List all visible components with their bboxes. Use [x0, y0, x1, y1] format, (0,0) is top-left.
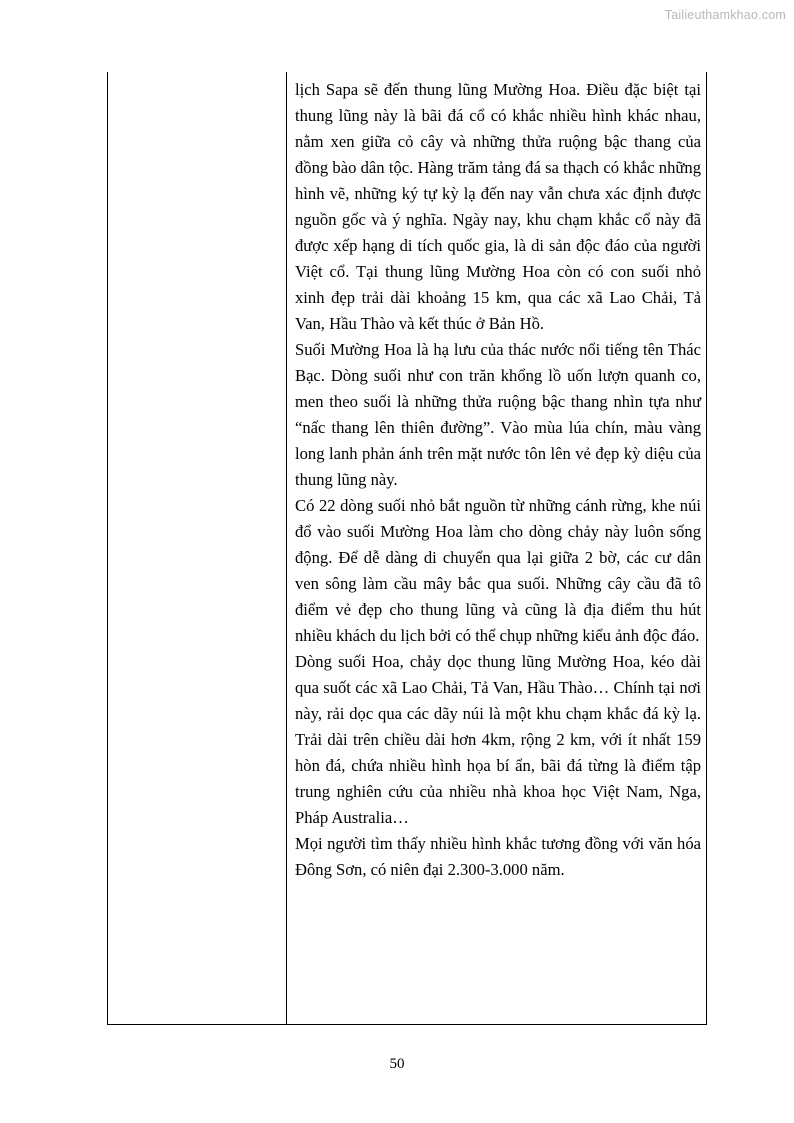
paragraph: Có 22 dòng suối nhỏ bắt nguồn từ những cánh rừng, khe núi đổ vào suối Mường Hoa làm cho dòng chảy này luôn sống động. Để dễ dàng di chuyển qua lại giữa 2 bờ, các cư dân ven sông làm cầu mây bắc qua suối. Những cây cầu đã tô điểm vẻ đẹp cho thung lũng và cũng là địa điểm thu hút nhiều khách du lịch bởi có thể chụp những kiểu ảnh độc đáo.: [295, 496, 701, 645]
paragraph: Dòng suối Hoa, chảy dọc thung lũng Mường Hoa, kéo dài qua suốt các xã Lao Chải, Tả Van, Hầu Thào… Chính tại nơi này, rải dọc qua các dãy núi là một khu chạm khắc đá kỳ lạ. Trải dài trên chiều dài hơn 4km, rộng 2 km, với ít nhất 159 hòn đá, chứa nhiều hình họa bí ẩn, bãi đá từng là điểm tập trung nghiên cứu của nhiều nhà khoa học Việt Nam, Nga, Pháp Australia…: [295, 652, 701, 827]
watermark: Tailieuthamkhao.com: [664, 8, 786, 22]
content-cell: [295, 77, 701, 883]
column-divider: [286, 72, 287, 1024]
paragraph: Suối Mường Hoa là hạ lưu của thác nước nổi tiếng tên Thác Bạc. Dòng suối như con trăn khổng lồ uốn lượn quanh co, men theo suối là những thửa ruộng bậc thang nhìn tựa như “nấc thang lên thiên đường”. Vào mùa lúa chín, màu vàng long lanh phản ánh trên mặt nước tôn lên vẻ đẹp kỳ diệu của thung lũng này.: [295, 340, 701, 489]
paragraph: Mọi người tìm thấy nhiều hình khắc tương đồng với văn hóa Đông Sơn, có niên đại 2.300-3.000 năm.: [295, 834, 701, 879]
content-table: [107, 72, 707, 1025]
paragraph: lịch Sapa sẽ đến thung lũng Mường Hoa. Điều đặc biệt tại thung lũng này là bãi đá cổ có khắc nhiều hình khác nhau, nằm xen giữa cỏ cây và những thửa ruộng bậc thang của đồng bào dân tộc. Hàng trăm tảng đá sa thạch có khắc những hình vẽ, những ký tự kỳ lạ đến nay vẫn chưa xác định được nguồn gốc và ý nghĩa. Ngày nay, khu chạm khắc cổ này đã được xếp hạng di tích quốc gia, là di sản độc đáo của người Việt cổ. Tại thung lũng Mường Hoa còn có con suối nhỏ xinh đẹp trải dài khoảng 15 km, qua các xã Lao Chải, Tả Van, Hầu Thào và kết thúc ở Bản Hồ.: [295, 80, 701, 333]
page-number: 50: [389, 1056, 405, 1072]
